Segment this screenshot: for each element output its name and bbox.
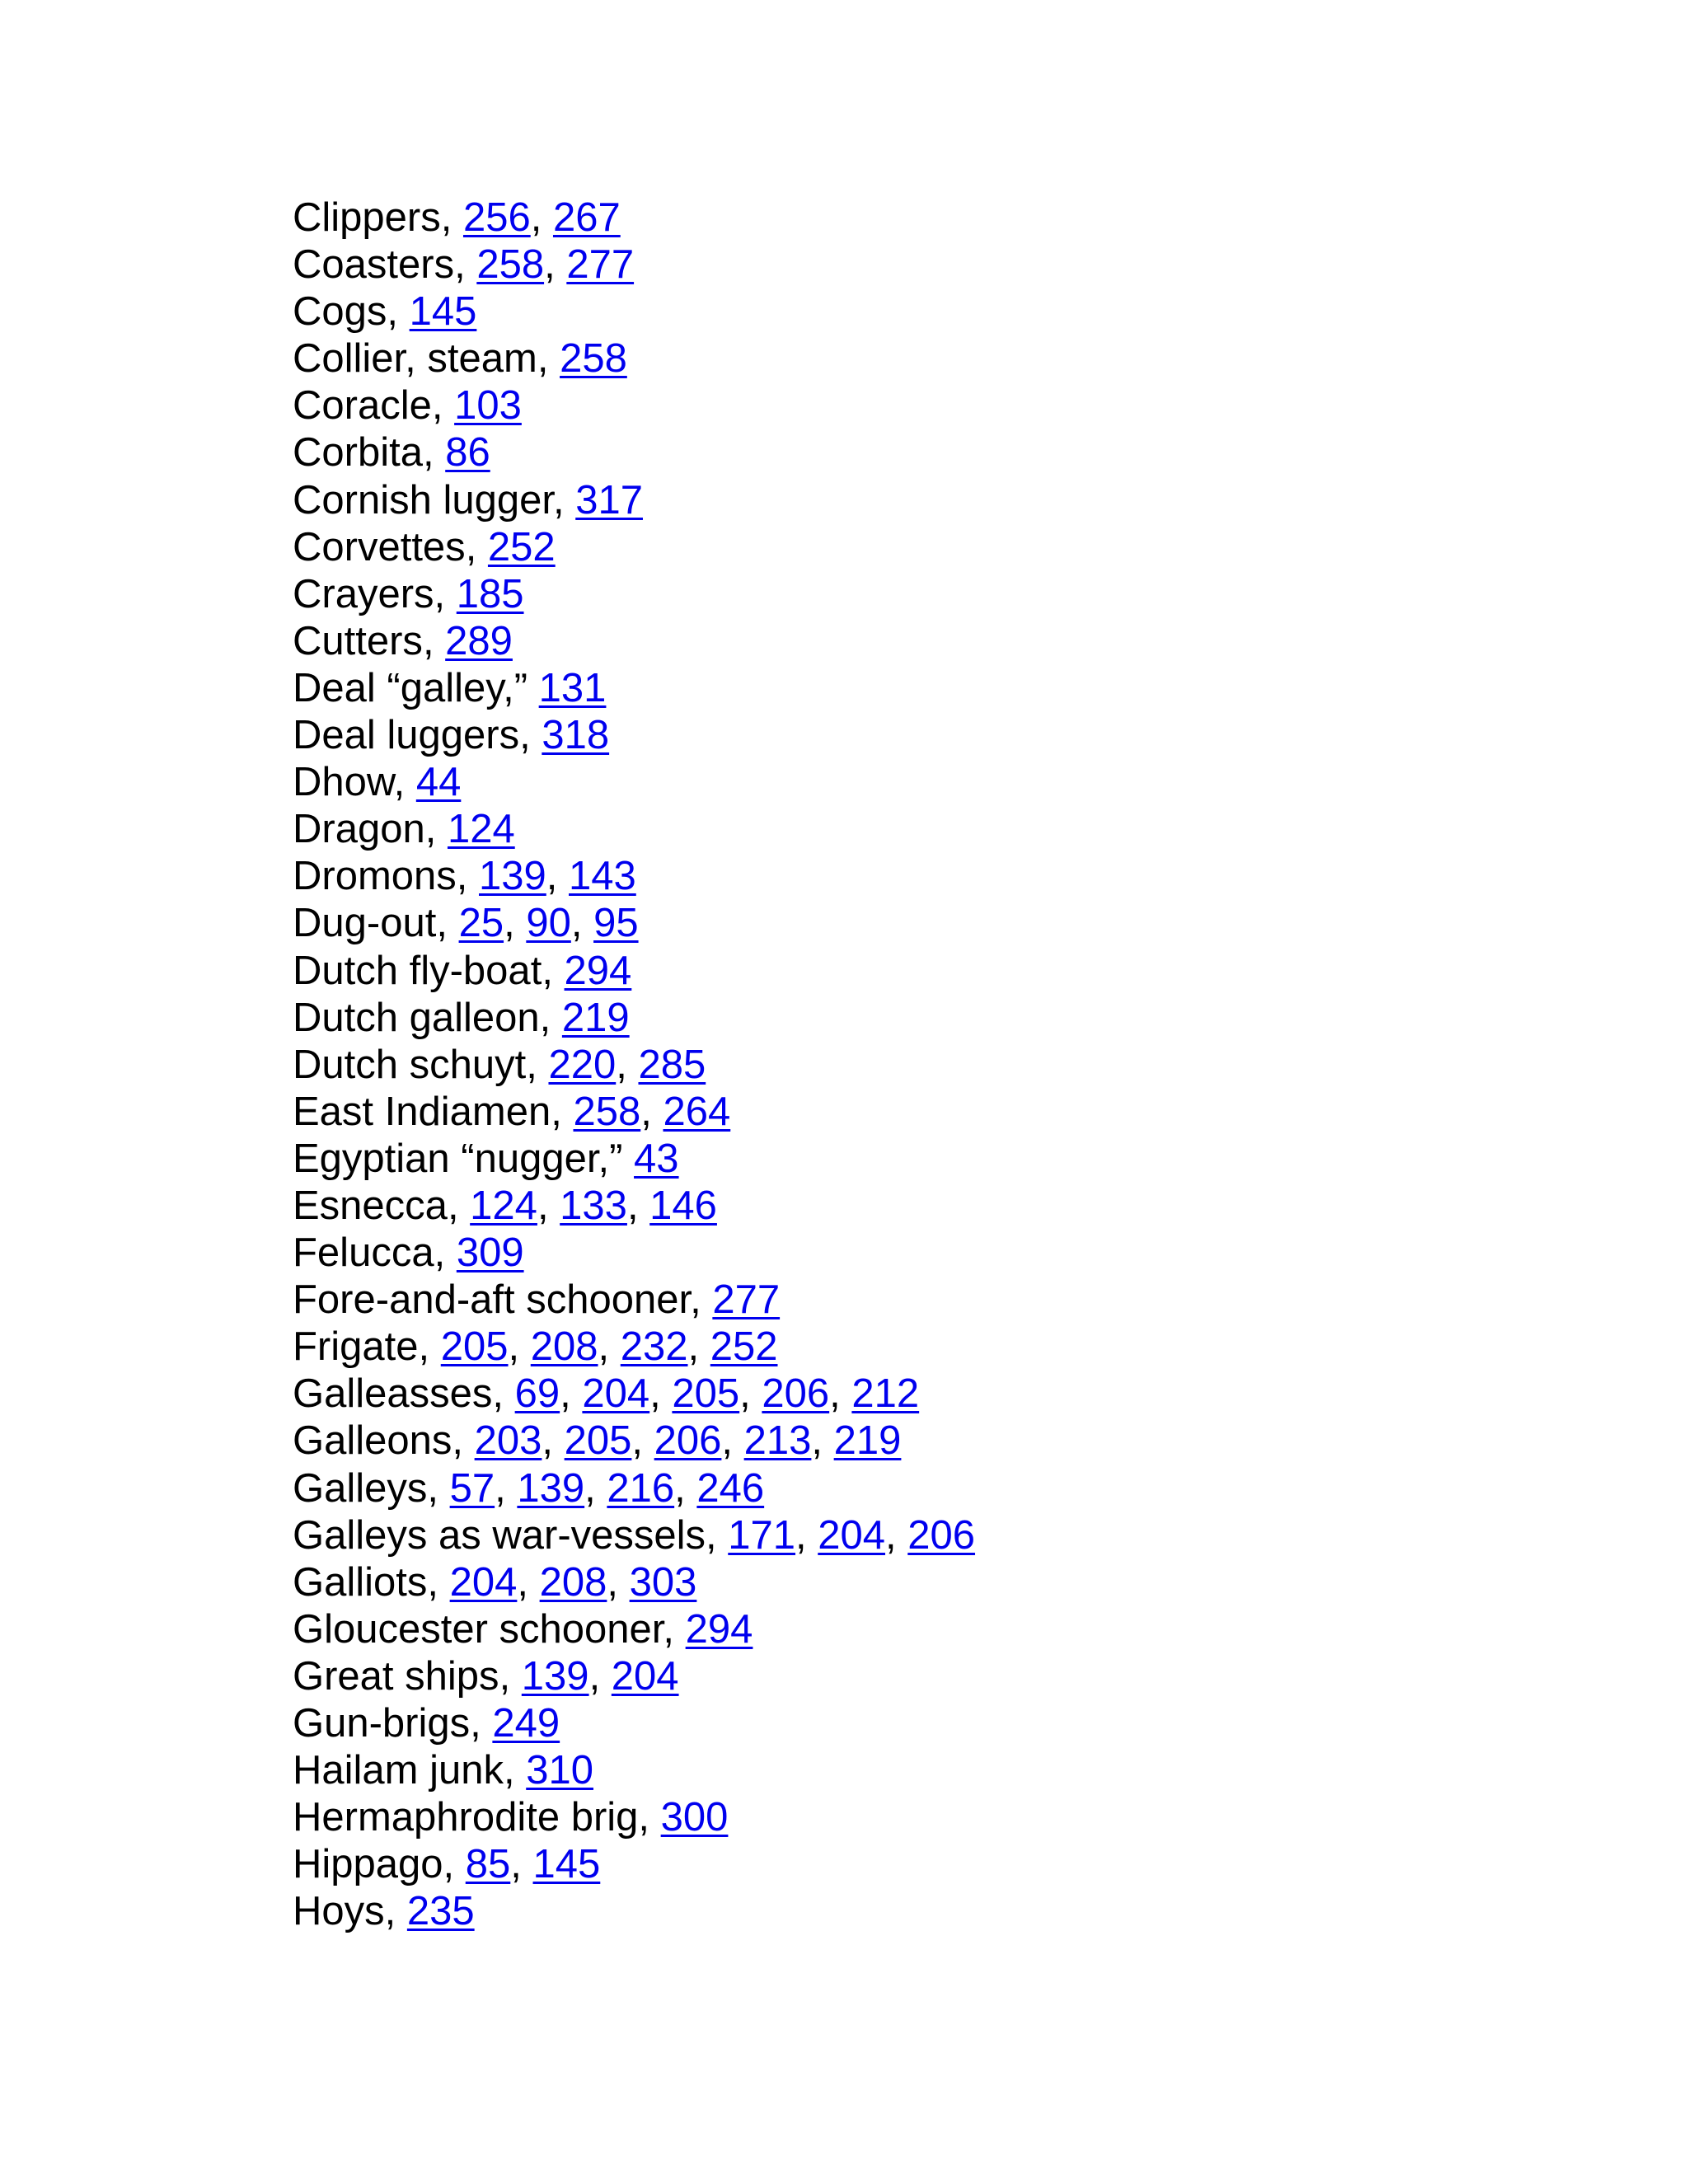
page-link[interactable]: 205 [672,1371,740,1417]
page-link[interactable]: 252 [710,1324,778,1370]
page-link[interactable]: 131 [538,665,607,710]
page-link[interactable]: 249 [492,1701,560,1746]
page-link[interactable]: 204 [611,1653,679,1699]
page-link[interactable]: 204 [582,1371,650,1417]
page-link[interactable]: 258 [476,242,545,288]
page-link[interactable]: 95 [593,901,639,946]
page-link[interactable]: 277 [712,1277,781,1323]
page-link[interactable]: 285 [638,1042,706,1087]
index-term: Galleasses [293,1371,493,1417]
page-link[interactable]: 69 [514,1371,560,1417]
index-entry: Dutch fly-boat, 294 [293,948,632,993]
index-term: Corbita [293,430,423,476]
index-entry: Galleys as war-vessels, 171, 204, 206 [293,1512,976,1558]
page-link[interactable]: 264 [663,1089,731,1134]
index-term: East Indiamen [293,1089,551,1134]
index-entry: Dromons, 139, 143 [293,854,636,899]
page-link[interactable]: 252 [487,524,556,569]
index-term: Dutch schuyt [293,1042,527,1087]
index-entry: Dragon, 124 [293,807,515,852]
page-link[interactable]: 300 [660,1795,729,1840]
page-link[interactable]: 206 [762,1371,830,1417]
page-link[interactable]: 206 [654,1418,722,1464]
page-link[interactable]: 206 [907,1512,976,1558]
index-term: Esnecca [293,1183,448,1228]
index-term: Dragon [293,807,425,852]
index-term: Crayers [293,571,434,616]
index-entry: Collier, steam, 258 [293,336,627,382]
page-link[interactable]: 203 [474,1418,542,1464]
index-term: Gun-brigs [293,1701,471,1746]
page-link[interactable]: 145 [409,289,477,335]
index-entry: Dutch galleon, 219 [293,995,630,1040]
index-term: Cutters [293,618,423,663]
page-link[interactable]: 258 [573,1089,641,1134]
index-entry: Cogs, 145 [293,289,477,335]
page-link[interactable]: 185 [456,571,524,616]
index-term: Deal luggers [293,713,520,758]
page-link[interactable]: 145 [532,1842,601,1887]
index-entry: Hippago, 85, 145 [293,1842,601,1887]
index-entry [293,1136,975,1183]
index-term: Coasters [293,242,455,288]
page-link[interactable]: 90 [526,901,571,946]
index-term: Dromons [293,854,457,899]
page-link[interactable]: 204 [818,1512,886,1558]
index-list [293,194,975,1935]
index-term: Cogs [293,289,387,335]
index-entry: Hoys, 235 [293,1889,475,1934]
page-link[interactable]: 294 [564,948,632,993]
page-link[interactable]: 303 [629,1559,697,1605]
index-term: Fore-and-aft schooner [293,1277,691,1323]
page-link[interactable]: 57 [449,1465,495,1511]
index-entry: Galliots, 204, 208, 303 [293,1559,697,1605]
index-term: Gloucester schooner [293,1606,663,1652]
index-entry: Coracle, 103 [293,383,522,429]
page-link[interactable]: 205 [440,1324,509,1370]
page-link[interactable]: 294 [685,1606,753,1652]
index-term: Galliots [293,1559,428,1605]
index-entry: Felucca, 309 [293,1230,524,1276]
page-link[interactable]: 204 [449,1559,518,1605]
page-link[interactable]: 318 [542,713,610,758]
page-link[interactable]: 85 [465,1842,511,1887]
index-entry: Coasters, 258, 277 [293,242,635,288]
index-entry: Great ships, 139, 204 [293,1653,679,1699]
page-link[interactable]: 213 [743,1418,812,1464]
page-link[interactable]: 124 [447,807,515,852]
page-link[interactable]: 124 [470,1183,537,1228]
page-link[interactable]: 43 [634,1136,679,1181]
page-link[interactable]: 219 [833,1418,902,1464]
page-link[interactable]: 139 [479,854,546,899]
index-term: Cornish lugger [293,477,553,523]
index-entry: East Indiamen, 258, 264 [293,1089,731,1134]
page-link[interactable]: 205 [564,1418,632,1464]
index-term: Hailam junk [293,1748,504,1793]
index-term: Galleys [293,1465,428,1511]
index-entry: Galleons, 203, 205, 206, 213, 219 [293,1418,902,1464]
index-entry: Cutters, 289 [293,618,513,663]
index-entry: Esnecca, 124, 133, 146 [293,1183,717,1228]
index-term: Hippago [293,1842,443,1887]
index-term: Deal “galley,” [293,665,528,710]
index-entry: Clippers, 256, 267 [293,195,621,240]
index-term: Felucca [293,1230,434,1276]
page-link[interactable]: 258 [560,336,627,382]
page-link[interactable]: 289 [445,618,513,663]
index-term: Collier, steam [293,336,537,382]
page-link[interactable]: 220 [548,1042,617,1087]
page-link[interactable]: 232 [620,1324,688,1370]
index-entry: Gloucester schooner, 294 [293,1606,753,1652]
page-link[interactable]: 246 [696,1465,765,1511]
index-entry: Dutch schuyt, 220, 285 [293,1042,706,1087]
index-term: Galleys as war-vessels [293,1512,706,1558]
page-link[interactable]: 212 [851,1371,920,1417]
page-link[interactable]: 86 [445,430,490,476]
index-term: Hoys [293,1889,385,1934]
index-term: Coracle [293,383,432,429]
page-link[interactable]: 310 [526,1748,593,1793]
index-term: Egyptian “nugger,” [293,1136,623,1181]
index-entry: Fore-and-aft schooner, 277 [293,1277,781,1323]
index-term: Great ships [293,1653,499,1699]
index-entry: Deal luggers, 318 [293,713,610,758]
index-entry: Corvettes, 252 [293,524,556,569]
page-link[interactable]: 44 [415,760,462,805]
page-link[interactable]: 103 [454,383,522,429]
index-term: Hermaphrodite brig [293,1795,639,1840]
page-link[interactable]: 256 [462,195,531,240]
page-link[interactable]: 317 [575,477,643,523]
page-link[interactable]: 143 [569,854,636,899]
page-link[interactable]: 146 [649,1183,717,1228]
page-link[interactable]: 133 [560,1183,627,1228]
index-entry: Dug-out, 25, 90, 95 [293,901,639,946]
index-entry [293,665,975,712]
page-link[interactable]: 25 [458,901,504,946]
index-term: Dhow [293,760,394,805]
index-entry: Dhow, 44 [293,760,462,805]
page-link[interactable]: 309 [456,1230,524,1276]
page-link[interactable]: 267 [552,195,621,240]
index-entry: Crayers, 185 [293,571,524,616]
index-entry: Hermaphrodite brig, 300 [293,1795,729,1840]
page-link[interactable]: 208 [530,1324,598,1370]
index-entry: Gun-brigs, 249 [293,1701,560,1746]
index-entry: Cornish lugger, 317 [293,477,643,523]
page-link[interactable]: 235 [406,1889,475,1934]
index-term: Clippers [293,195,441,240]
page-link[interactable]: 208 [539,1559,607,1605]
index-entry: Hailam junk, 310 [293,1748,593,1793]
index-entry: Corbita, 86 [293,430,490,476]
index-term: Dutch galleon [293,995,540,1040]
index-entry: Frigate, 205, 208, 232, 252 [293,1324,778,1370]
index-entry: Galleys, 57, 139, 216, 246 [293,1465,765,1511]
index-term: Corvettes [293,524,466,569]
index-term: Dutch fly-boat [293,948,542,993]
page-link[interactable]: 216 [607,1465,675,1511]
index-term: Dug-out [293,901,437,946]
page-link[interactable]: 219 [561,995,630,1040]
page-link[interactable]: 277 [566,242,635,288]
page-link[interactable]: 171 [728,1512,796,1558]
index-term: Frigate [293,1324,419,1370]
page-link[interactable]: 139 [521,1653,589,1699]
page-link[interactable]: 139 [517,1465,585,1511]
index-entry: Galleasses, 69, 204, 205, 206, 212 [293,1371,920,1417]
index-term: Galleons [293,1418,452,1464]
